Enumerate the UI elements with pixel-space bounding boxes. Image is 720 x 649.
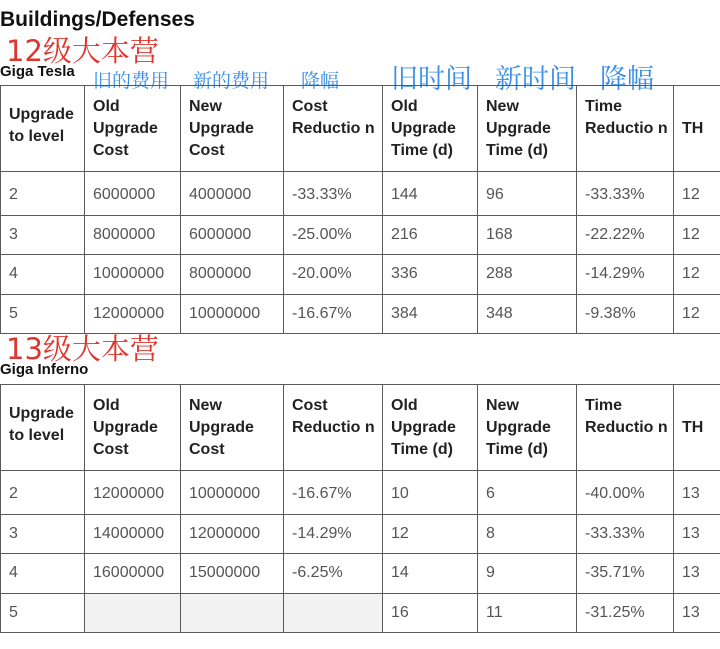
header-cell: New Upgrade Time (d) — [478, 385, 577, 471]
header-cell: New Upgrade Time (d) — [478, 86, 577, 172]
table-cell: 5 — [1, 593, 85, 633]
table-cell: -35.71% — [577, 554, 674, 594]
table-cell: 336 — [383, 255, 478, 295]
header-cell: Upgrade to level — [1, 385, 85, 471]
section-title-giga-tesla: Giga Tesla — [0, 63, 75, 80]
annotation-new-cost: 新的费用 — [193, 70, 270, 92]
table-cell: 288 — [478, 255, 577, 295]
table-cell: 3 — [1, 514, 85, 554]
table-cell: 3 — [1, 215, 85, 255]
table-cell: 10000000 — [181, 471, 284, 515]
giga-tesla-table — [0, 85, 720, 334]
annotation-old-time: 旧时间 — [391, 64, 472, 95]
table-cell: -33.33% — [577, 514, 674, 554]
table-cell: -14.29% — [284, 514, 383, 554]
table-cell: -22.22% — [577, 215, 674, 255]
table-cell: 348 — [478, 294, 577, 334]
table-cell: 16000000 — [85, 554, 181, 594]
header-cell: TH — [674, 385, 720, 471]
table-cell: 11 — [478, 593, 577, 633]
page-title: Buildings/Defenses — [0, 8, 195, 31]
table-row — [1, 172, 720, 216]
table-cell: 12000000 — [85, 294, 181, 334]
table-cell: 8 — [478, 514, 577, 554]
table-cell: -16.67% — [284, 471, 383, 515]
table-cell: 8000000 — [85, 215, 181, 255]
giga-inferno-table — [0, 384, 720, 633]
table-cell: 216 — [383, 215, 478, 255]
table-cell: 12 — [674, 215, 720, 255]
table-cell: 144 — [383, 172, 478, 216]
table-cell: 16 — [383, 593, 478, 633]
table-cell: 14000000 — [85, 514, 181, 554]
table-header-row — [1, 385, 720, 471]
header-cell: TH — [674, 86, 720, 172]
annotation-cost-reduction: 降幅 — [301, 70, 340, 92]
table-cell: 13 — [674, 554, 720, 594]
header-cell: Upgrade to level — [1, 86, 85, 172]
annotation-th12: 12级大本营 — [6, 34, 159, 68]
table-cell: 15000000 — [181, 554, 284, 594]
table-cell: 4 — [1, 554, 85, 594]
table-cell: -33.33% — [284, 172, 383, 216]
header-cell: Old Upgrade Time (d) — [383, 385, 478, 471]
header-cell: Time Reductio n — [577, 385, 674, 471]
table-cell: 96 — [478, 172, 577, 216]
table-cell: 8000000 — [181, 255, 284, 295]
table-cell: 6 — [478, 471, 577, 515]
header-cell: Cost Reductio n — [284, 86, 383, 172]
header-cell: Old Upgrade Time (d) — [383, 86, 478, 172]
table-cell: 5 — [1, 294, 85, 334]
table-cell: 4 — [1, 255, 85, 295]
table-cell: 2 — [1, 172, 85, 216]
table-cell: 10 — [383, 471, 478, 515]
header-cell: Time Reductio n — [577, 86, 674, 172]
table-cell-empty — [181, 593, 284, 633]
table-cell-empty — [284, 593, 383, 633]
annotation-old-cost: 旧的费用 — [93, 70, 170, 92]
header-cell: Old Upgrade Cost — [85, 86, 181, 172]
table-cell: -6.25% — [284, 554, 383, 594]
table-cell: 13 — [674, 593, 720, 633]
table-cell: 12000000 — [85, 471, 181, 515]
table-cell: 14 — [383, 554, 478, 594]
table-row — [1, 593, 720, 633]
table-row — [1, 554, 720, 594]
table-cell: -14.29% — [577, 255, 674, 295]
table-row — [1, 215, 720, 255]
table-cell: 168 — [478, 215, 577, 255]
annotation-new-time: 新时间 — [495, 64, 576, 95]
header-cell: New Upgrade Cost — [181, 385, 284, 471]
table-cell: 10000000 — [181, 294, 284, 334]
table-cell: 6000000 — [181, 215, 284, 255]
table-cell: 13 — [674, 471, 720, 515]
table-row — [1, 294, 720, 334]
table-cell: -31.25% — [577, 593, 674, 633]
table-cell: 4000000 — [181, 172, 284, 216]
table-cell: 10000000 — [85, 255, 181, 295]
table-cell: 12 — [674, 294, 720, 334]
table-cell: 9 — [478, 554, 577, 594]
table-cell: 12 — [383, 514, 478, 554]
table-cell: 2 — [1, 471, 85, 515]
table-header-row — [1, 86, 720, 172]
table-cell: -33.33% — [577, 172, 674, 216]
header-cell: Old Upgrade Cost — [85, 385, 181, 471]
table-row — [1, 514, 720, 554]
table-cell-empty — [85, 593, 181, 633]
table-row — [1, 471, 720, 515]
table-cell: 384 — [383, 294, 478, 334]
table-row — [1, 255, 720, 295]
table-cell: 12000000 — [181, 514, 284, 554]
header-cell: Cost Reductio n — [284, 385, 383, 471]
annotation-th13: 13级大本营 — [6, 332, 159, 366]
table-cell: 12 — [674, 172, 720, 216]
annotation-time-reduction: 降幅 — [600, 64, 654, 95]
table-cell: -20.00% — [284, 255, 383, 295]
table-cell: -9.38% — [577, 294, 674, 334]
table-cell: -25.00% — [284, 215, 383, 255]
table-cell: -40.00% — [577, 471, 674, 515]
table-cell: -16.67% — [284, 294, 383, 334]
section-title-giga-inferno: Giga Inferno — [0, 361, 89, 378]
header-cell: New Upgrade Cost — [181, 86, 284, 172]
table-cell: 6000000 — [85, 172, 181, 216]
table-cell: 12 — [674, 255, 720, 295]
table-cell: 13 — [674, 514, 720, 554]
